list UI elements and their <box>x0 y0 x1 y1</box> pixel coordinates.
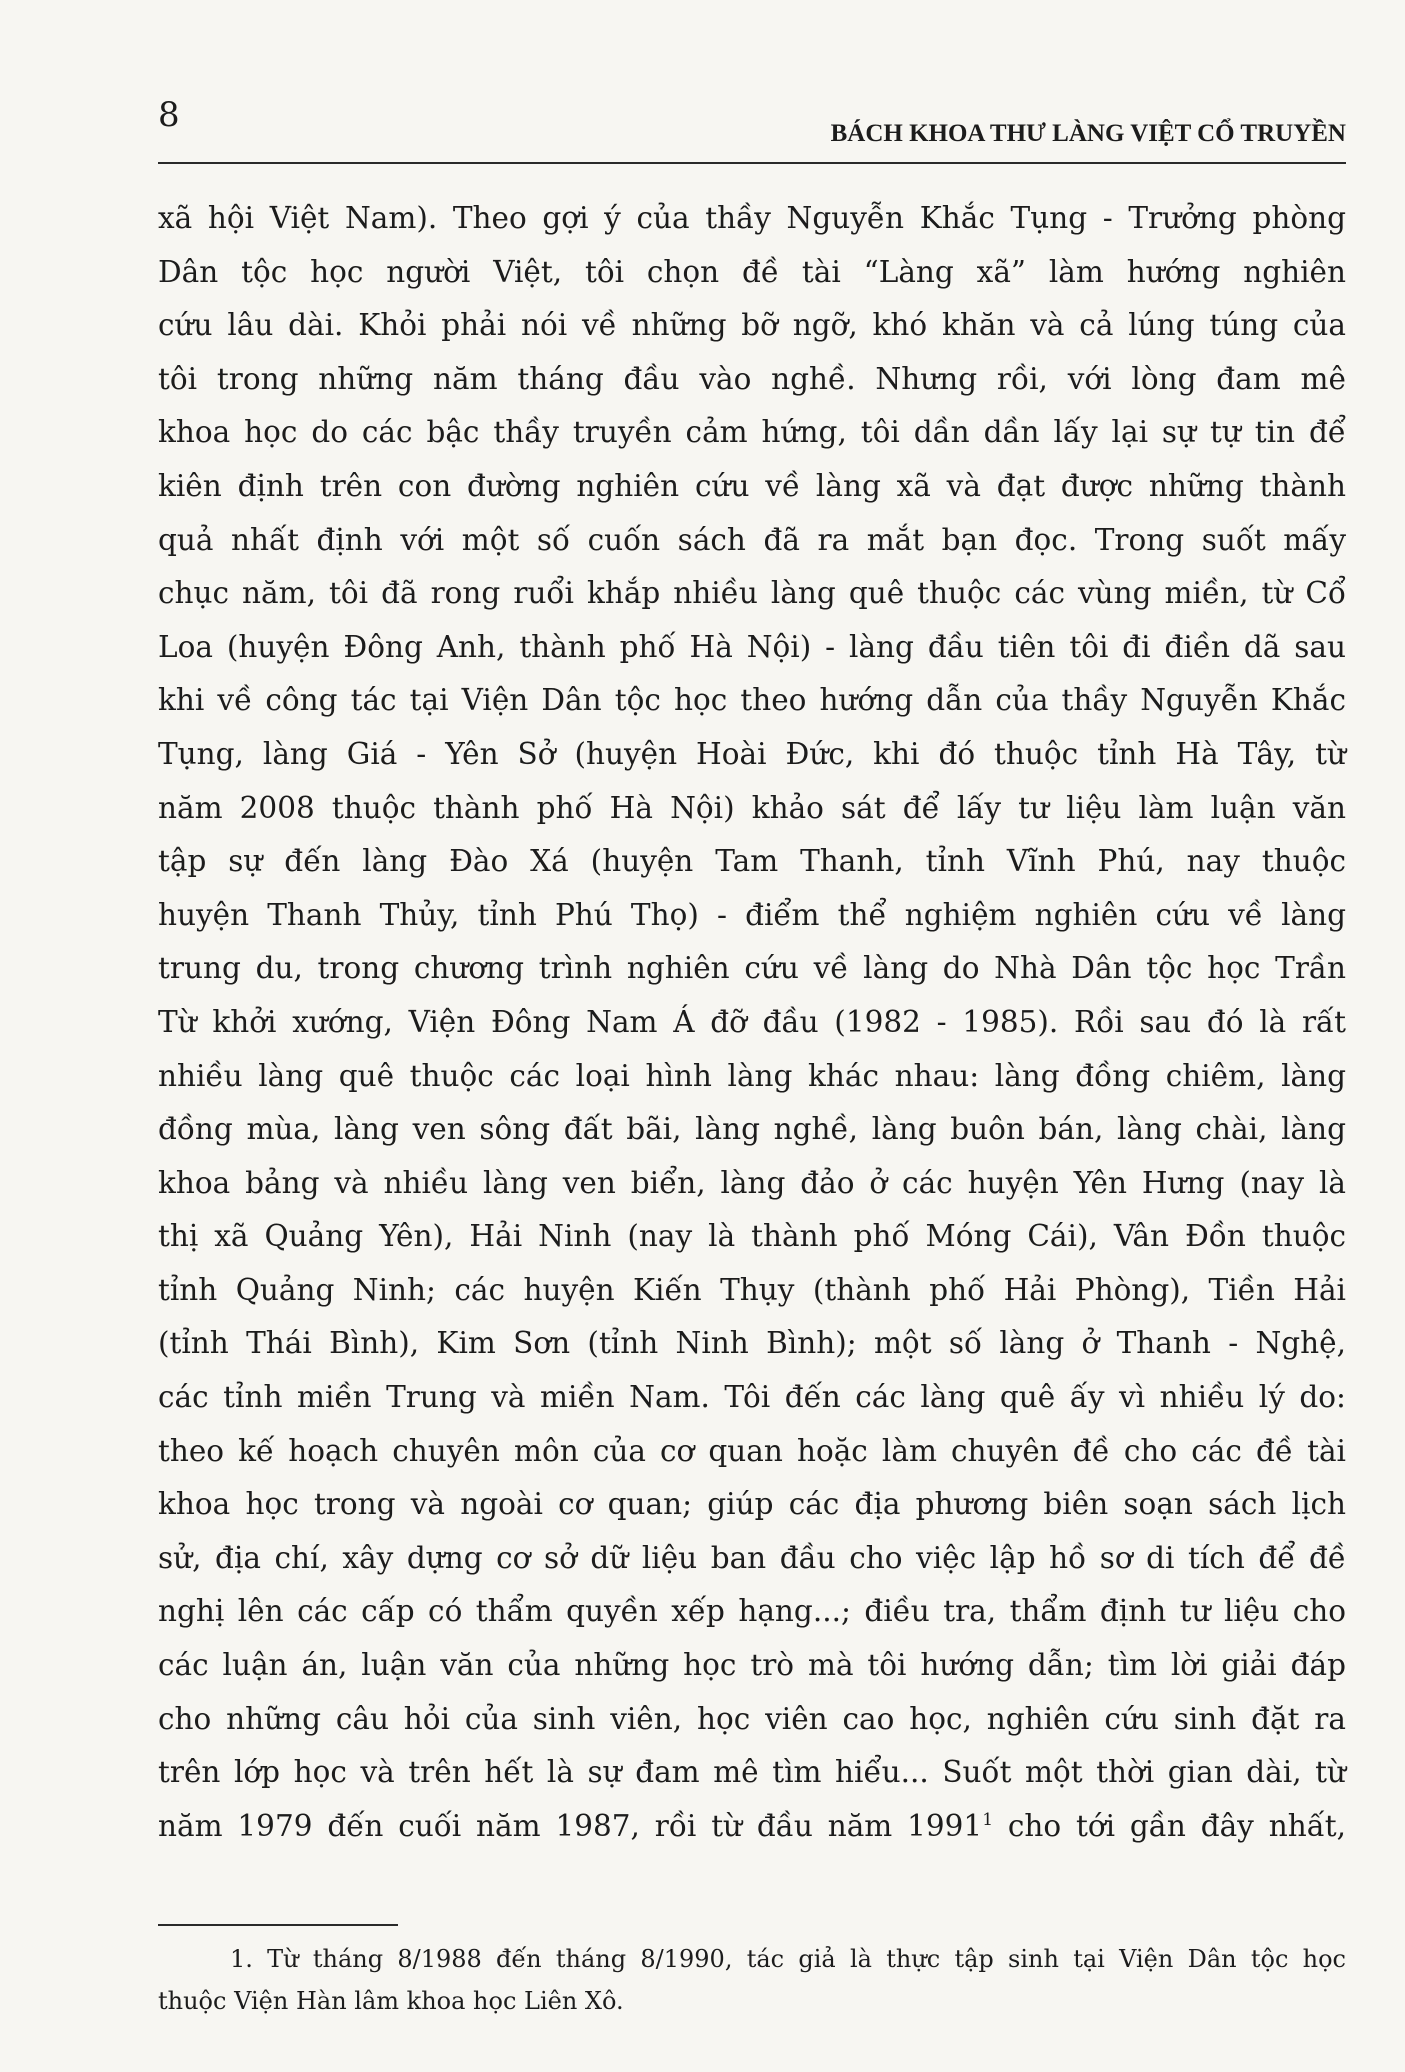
text-line: quả nhất định với một số cuốn sách đã ra mắt bạn đọc. Trong suốt mấy <box>158 522 1346 557</box>
text-after-footnote-ref: cho tới gần đây nhất, <box>993 1808 1347 1843</box>
page-header <box>158 95 1346 164</box>
footnote-divider <box>158 1924 398 1926</box>
text-line: khi về công tác tại Viện Dân tộc học theo hướng dẫn của thầy Nguyễn Khắc <box>158 683 1346 718</box>
text-line: trung du, trong chương trình nghiên cứu về làng do Nhà Dân tộc học Trần <box>158 951 1346 986</box>
text-line: kiên định trên con đường nghiên cứu về làng xã và đạt được những thành <box>158 468 1346 503</box>
text-line: các tỉnh miền Trung và miền Nam. Tôi đến các làng quê ấy vì nhiều lý do: <box>158 1380 1346 1415</box>
page-number: 8 <box>158 95 180 135</box>
text-line: cứu lâu dài. Khỏi phải nói về những bỡ ngỡ, khó khăn và cả lúng túng của <box>158 308 1346 343</box>
text-line: nhiều làng quê thuộc các loại hình làng khác nhau: làng đồng chiêm, làng <box>158 1058 1346 1093</box>
text-line: khoa bảng và nhiều làng ven biển, làng đảo ở các huyện Yên Hưng (nay là <box>158 1165 1346 1200</box>
text-line: (tỉnh Thái Bình), Kim Sơn (tỉnh Ninh Bình); một số làng ở Thanh - Nghệ, <box>158 1326 1346 1361</box>
text-line: các luận án, luận văn của những học trò mà tôi hướng dẫn; tìm lời giải đáp <box>158 1648 1346 1683</box>
text-line: sử, địa chí, xây dựng cơ sở dữ liệu ban đầu cho việc lập hồ sơ di tích để đề <box>158 1540 1346 1575</box>
text-line: tôi trong những năm tháng đầu vào nghề. Nhưng rồi, với lòng đam mê <box>158 361 1346 396</box>
footnote-line: 1. Từ tháng 8/1988 đến tháng 8/1990, tác giả là thực tập sinh tại Viện Dân tộc học <box>230 1945 1346 1973</box>
text-line: khoa học trong và ngoài cơ quan; giúp các địa phương biên soạn sách lịch <box>158 1487 1346 1522</box>
running-title: BÁCH KHOA THƯ LÀNG VIỆT CỔ TRUYỀN <box>830 120 1346 147</box>
footnote <box>158 1938 1346 2022</box>
text-line: nghị lên các cấp có thẩm quyền xếp hạng...; điều tra, thẩm định tư liệu cho <box>158 1594 1346 1629</box>
text-line: tập sự đến làng Đào Xá (huyện Tam Thanh, tỉnh Vĩnh Phú, nay thuộc <box>158 844 1346 879</box>
text-line-last <box>158 1800 1346 1854</box>
text-line: Loa (huyện Đông Anh, thành phố Hà Nội) - làng đầu tiên tôi đi điền dã sau <box>158 629 1346 664</box>
body-text <box>158 192 1346 1853</box>
text-line: Dân tộc học người Việt, tôi chọn đề tài “Làng xã” làm hướng nghiên <box>158 254 1346 289</box>
text-line: theo kế hoạch chuyên môn của cơ quan hoặc làm chuyên đề cho các đề tài <box>158 1433 1346 1468</box>
text-line: chục năm, tôi đã rong ruổi khắp nhiều làng quê thuộc các vùng miền, từ Cổ <box>158 576 1346 611</box>
text-line: tỉnh Quảng Ninh; các huyện Kiến Thụy (thành phố Hải Phòng), Tiền Hải <box>158 1272 1346 1307</box>
text-line: thị xã Quảng Yên), Hải Ninh (nay là thành phố Móng Cái), Vân Đồn thuộc <box>158 1219 1346 1254</box>
text-line: khoa học do các bậc thầy truyền cảm hứng, tôi dần dần lấy lại sự tự tin để <box>158 415 1346 450</box>
footnote-reference[interactable]: 1 <box>982 1809 994 1830</box>
text-line: năm 2008 thuộc thành phố Hà Nội) khảo sát để lấy tư liệu làm luận văn <box>158 790 1346 825</box>
text-line: đồng mùa, làng ven sông đất bãi, làng nghề, làng buôn bán, làng chài, làng <box>158 1112 1346 1147</box>
text-line: huyện Thanh Thủy, tỉnh Phú Thọ) - điểm thể nghiệm nghiên cứu về làng <box>158 897 1346 932</box>
text-line: Tụng, làng Giá - Yên Sở (huyện Hoài Đức, khi đó thuộc tỉnh Hà Tây, từ <box>158 736 1346 771</box>
text-line: Từ khởi xướng, Viện Đông Nam Á đỡ đầu (1982 - 1985). Rồi sau đó là rất <box>158 1004 1346 1039</box>
text-line: xã hội Việt Nam). Theo gợi ý của thầy Nguyễn Khắc Tụng - Trưởng phòng <box>158 201 1346 235</box>
text-line: cho những câu hỏi của sinh viên, học viên cao học, nghiên cứu sinh đặt ra <box>158 1701 1346 1736</box>
text-line: trên lớp học và trên hết là sự đam mê tìm hiểu... Suốt một thời gian dài, từ <box>158 1755 1346 1790</box>
footnote-line: thuộc Viện Hàn lâm khoa học Liên Xô. <box>158 1987 624 2015</box>
text-before-footnote-ref: năm 1979 đến cuối năm 1987, rồi từ đầu năm 1991 <box>158 1808 983 1843</box>
